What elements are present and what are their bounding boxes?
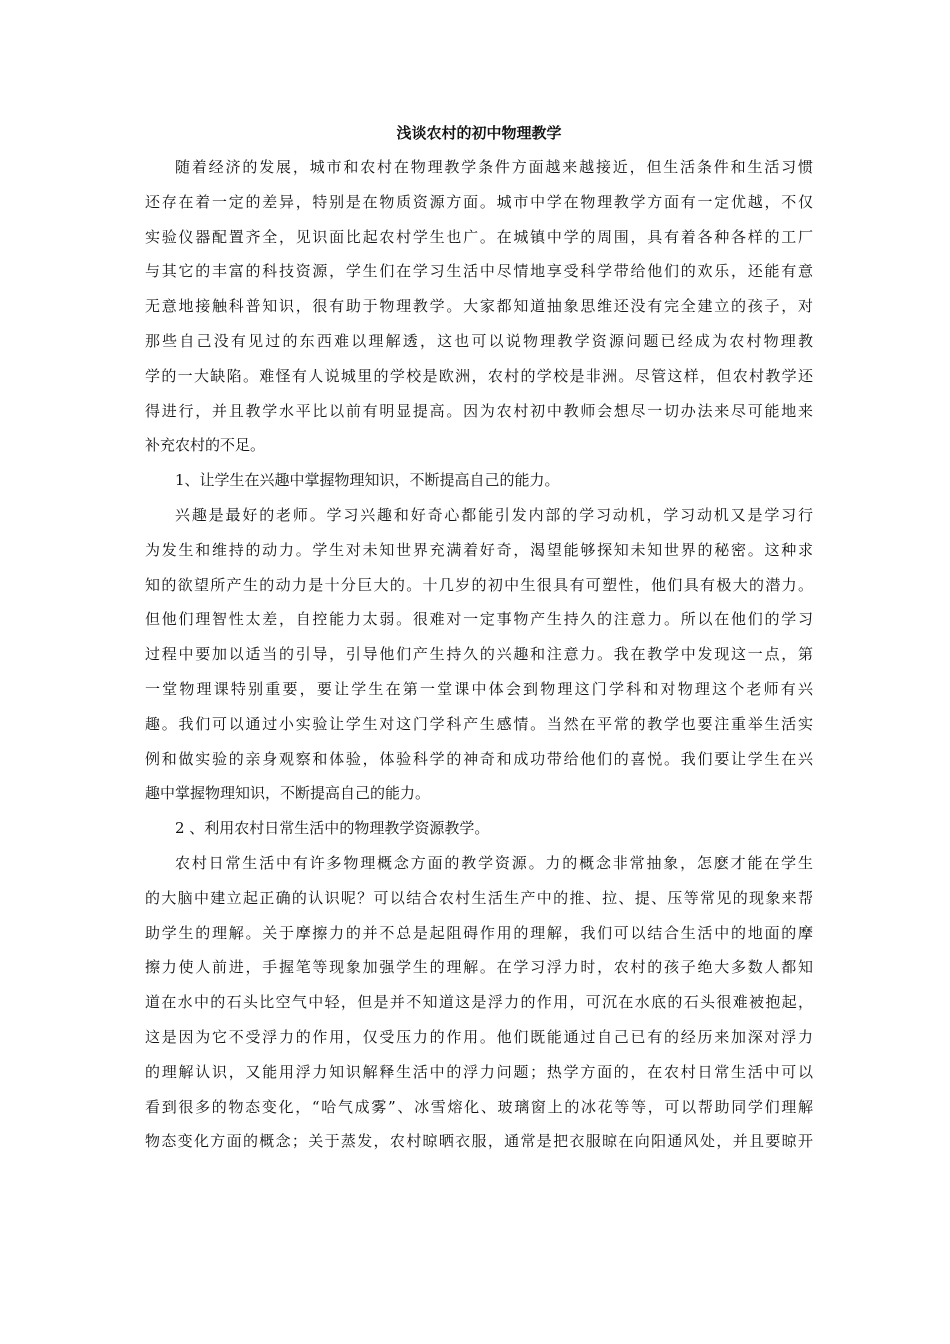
text-line: 趣。我们可以通过小实验让学生对这门学科产生感情。当然在平常的教学也要注重举生活实 xyxy=(145,714,813,733)
text-line: 还存在着一定的差异，特别是在物质资源方面。城市中学在物理教学方面有一定优越，不仅 xyxy=(145,192,813,211)
text-line: 擦力使人前进，手握笔等现象加强学生的理解。在学习浮力时，农村的孩子绝大多数人都知 xyxy=(145,958,813,977)
text-line: 的理解认识，又能用浮力知识解释生活中的浮力问题；热学方面的，在农村日常生活中可以 xyxy=(145,1062,813,1081)
text-line: 一堂物理课特别重要，要让学生在第一堂课中体会到物理这门学科和对物理这个老师有兴 xyxy=(145,679,813,698)
text-line: 那些自己没有见过的东西难以理解透，这也可以说物理教学资源问题已经成为农村物理教 xyxy=(145,331,813,350)
text-line: 为发生和维持的动力。学生对未知世界充满着好奇，渴望能够探知未知世界的秘密。这种求 xyxy=(145,540,813,559)
text-line: 的大脑中建立起正确的认识呢？可以结合农村生活生产中的推、拉、提、压等常见的现象来帮 xyxy=(145,888,813,907)
document-body xyxy=(145,118,813,1159)
text-line: 看到很多的物态变化，“哈气成雾”、冰雪熔化、玻璃窗上的冰花等等，可以帮助同学们理解 xyxy=(145,1097,813,1116)
text-line: 道在水中的石头比空气中轻，但是并不知道这是浮力的作用，可沉在水底的石头很难被抱起， xyxy=(145,993,813,1012)
document-title: 浅谈农村的初中物理教学 xyxy=(396,124,562,142)
text-line: 物态变化方面的概念；关于蒸发，农村晾晒衣服，通常是把衣服晾在向阳通风处，并且要晾开 xyxy=(145,1132,813,1151)
text-line: 无意地接触科普知识，很有助于物理教学。大家都知道抽象思维还没有完全建立的孩子，对 xyxy=(145,297,813,316)
text-line: 2 、利用农村日常生活中的物理教学资源教学。 xyxy=(175,819,490,838)
text-line: 助学生的理解。关于摩擦力的并不总是起阻碍作用的理解，我们可以结合生活中的地面的摩 xyxy=(145,923,813,942)
text-line: 农村日常生活中有许多物理概念方面的教学资源。力的概念非常抽象，怎麽才能在学生 xyxy=(175,853,813,872)
text-line: 补充农村的不足。 xyxy=(145,436,266,455)
text-line: 实验仪器配置齐全，见识面比起农村学生也广。在城镇中学的周围，具有着各种各样的工厂 xyxy=(145,227,813,246)
text-line: 1、让学生在兴趣中掌握物理知识，不断提高自己的能力。 xyxy=(175,471,560,490)
paragraph-lines xyxy=(145,150,813,1159)
text-line: 兴趣是最好的老师。学习兴趣和好奇心都能引发内部的学习动机，学习动机又是学习行 xyxy=(175,505,813,524)
text-line: 学的一大缺陷。难怪有人说城里的学校是欧洲，农村的学校是非洲。尽管这样，但农村教学还 xyxy=(145,366,813,385)
text-line: 这是因为它不受浮力的作用，仅受压力的作用。他们既能通过自己已有的经历来加深对浮力 xyxy=(145,1027,813,1046)
text-line: 知的欲望所产生的动力是十分巨大的。十几岁的初中生很具有可塑性，他们具有极大的潜力。 xyxy=(145,575,813,594)
text-line: 例和做实验的亲身观察和体验，体验科学的神奇和成功带给他们的喜悦。我们要让学生在兴 xyxy=(145,749,813,768)
text-line: 得进行，并且教学水平比以前有明显提高。因为农村初中教师会想尽一切办法来尽可能地来 xyxy=(145,401,813,420)
text-line: 趣中掌握物理知识，不断提高自己的能力。 xyxy=(145,784,431,803)
text-line: 但他们理智性太差，自控能力太弱。很难对一定事物产生持久的注意力。所以在他们的学习 xyxy=(145,610,813,629)
text-line: 过程中要加以适当的引导，引导他们产生持久的兴趣和注意力。我在教学中发现这一点，第 xyxy=(145,645,813,664)
text-line: 随着经济的发展，城市和农村在物理教学条件方面越来越接近，但生活条件和生活习惯 xyxy=(175,158,813,176)
text-line: 与其它的丰富的科技资源，学生们在学习生活中尽情地享受科学带给他们的欢乐，还能有意 xyxy=(145,262,813,281)
